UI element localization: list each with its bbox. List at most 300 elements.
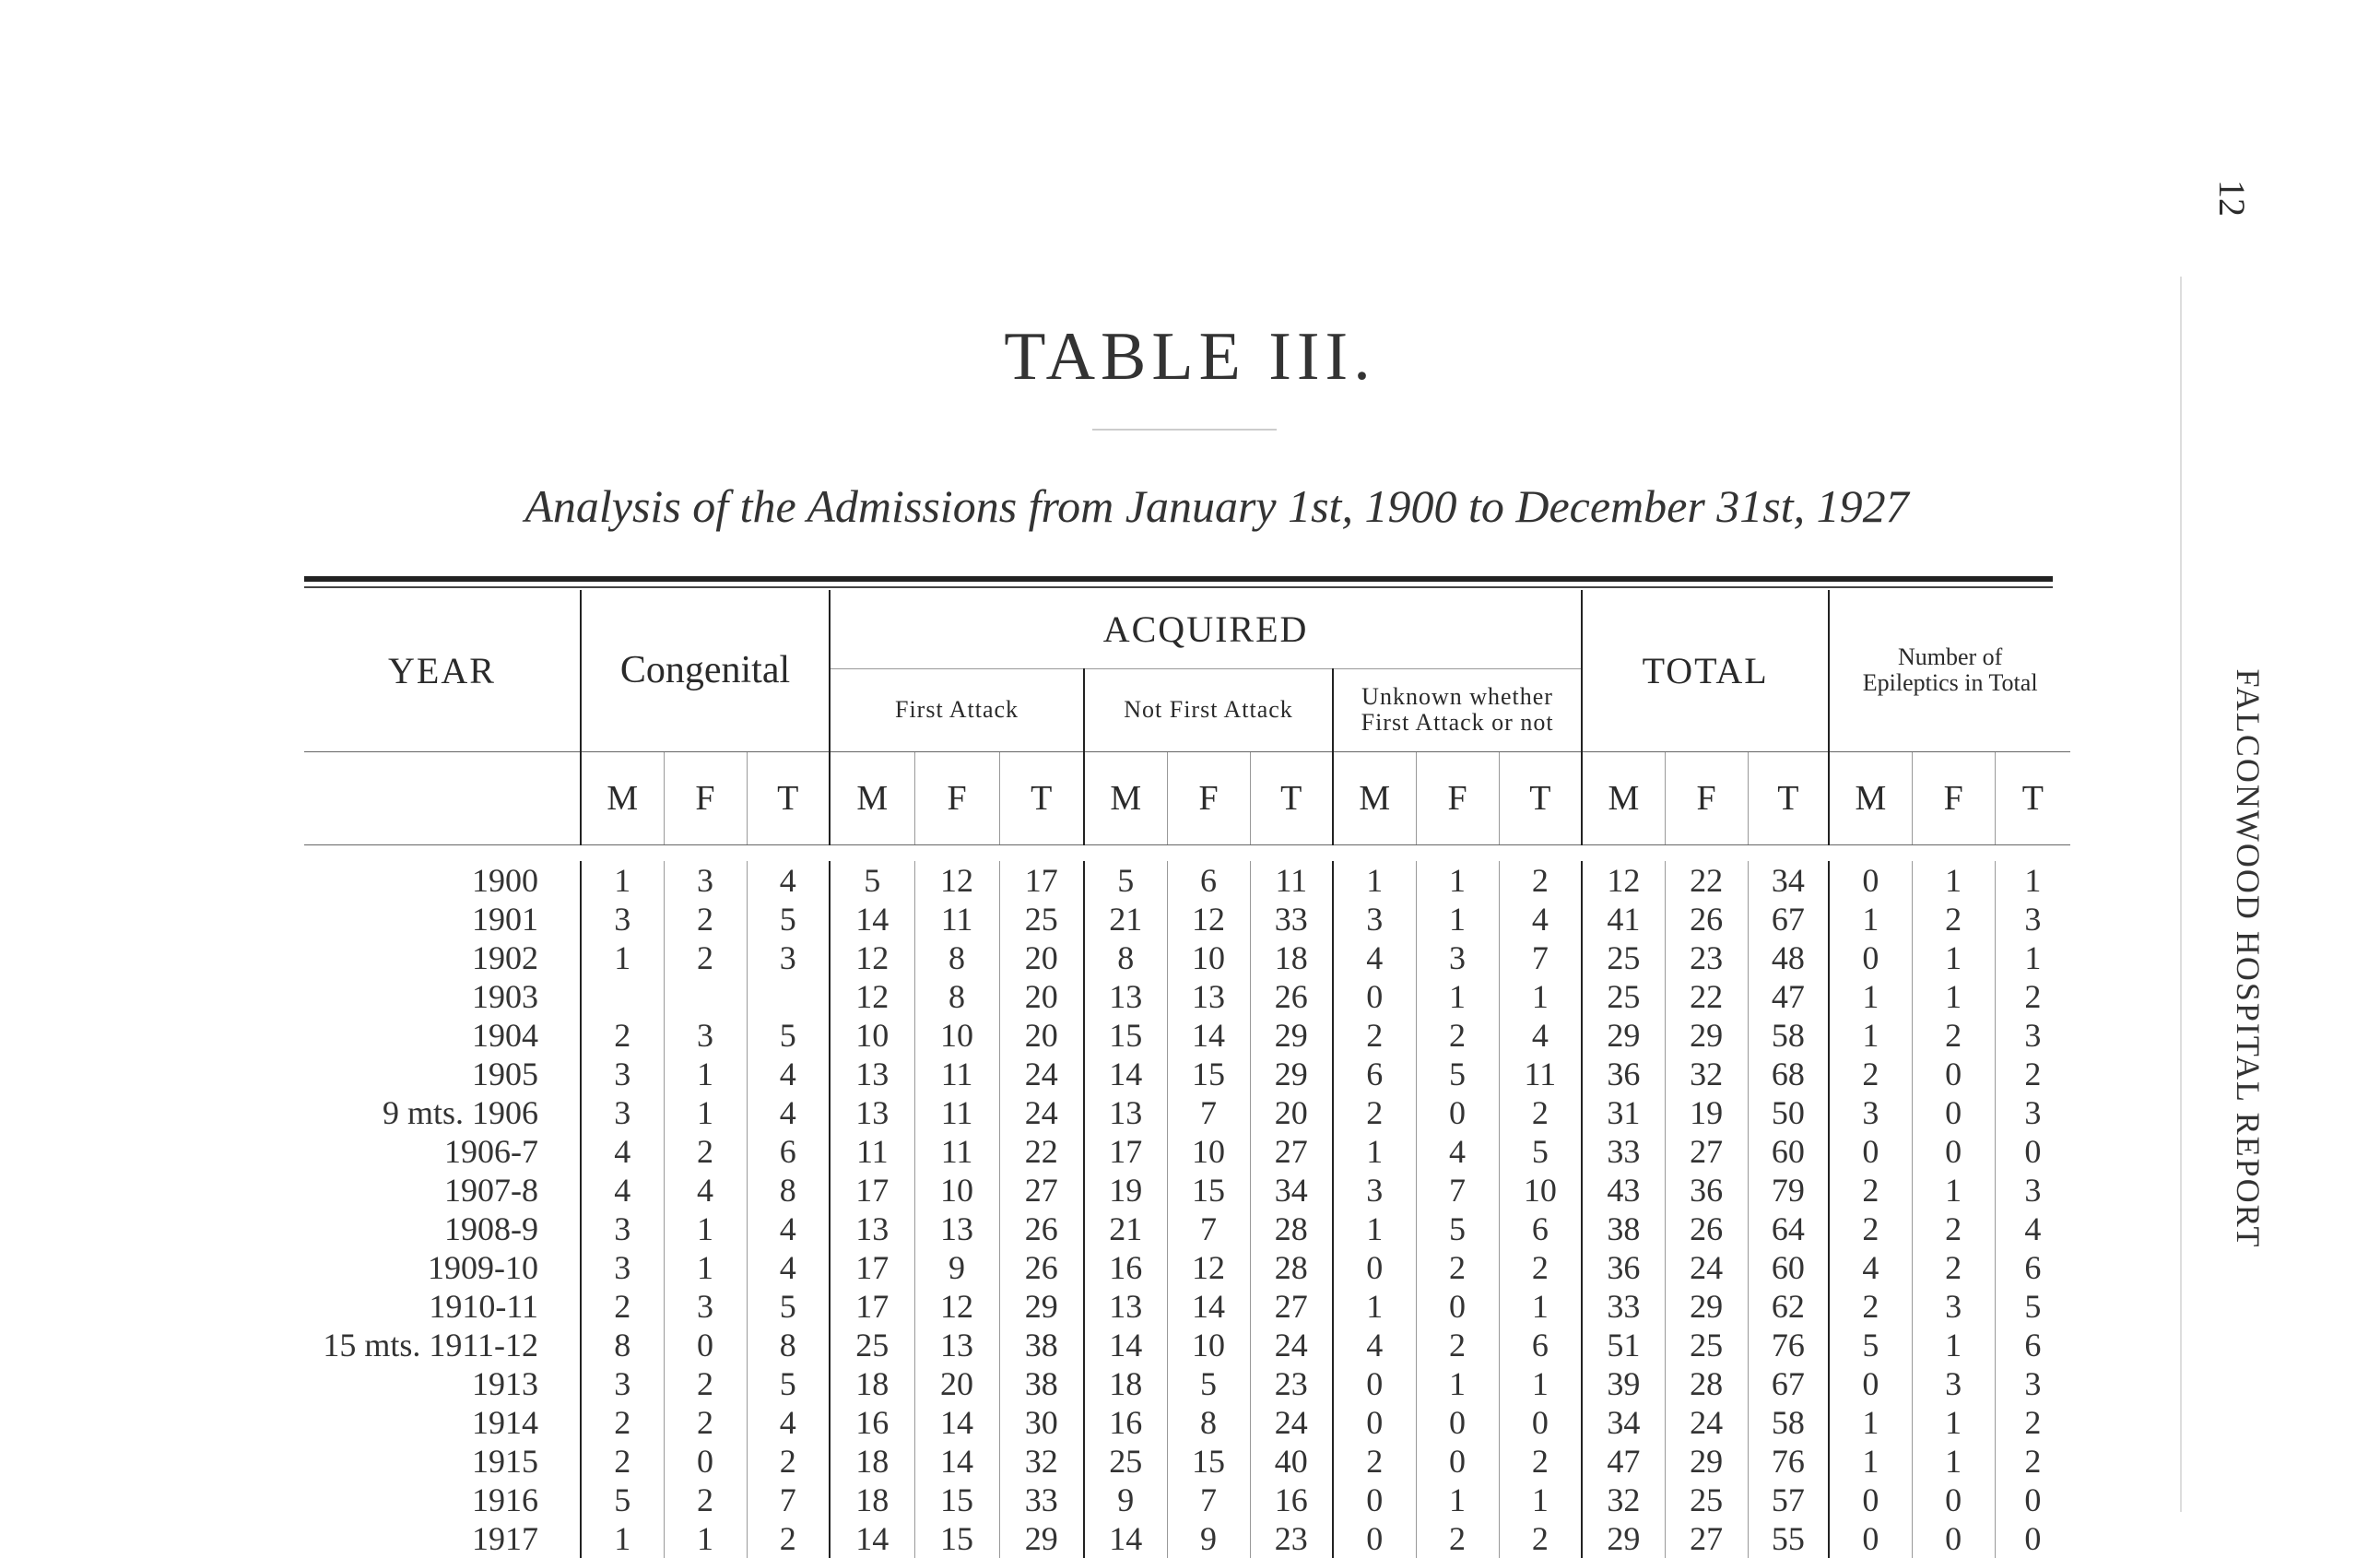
value-cell: 23	[1250, 1519, 1333, 1558]
value-cell: 11	[914, 1132, 999, 1171]
value-cell: 2	[581, 1287, 664, 1326]
value-cell: 21	[1084, 1210, 1167, 1248]
value-cell: 17	[999, 861, 1084, 900]
year-label: 1908-9	[444, 1210, 538, 1247]
value-cell: 24	[999, 1093, 1084, 1132]
value-cell: 2	[664, 900, 747, 938]
value-cell: 0	[1912, 1519, 1995, 1558]
value-cell: 20	[914, 1364, 999, 1403]
year-label: 1906	[472, 1094, 538, 1131]
value-cell: 5	[1416, 1210, 1499, 1248]
value-cell	[664, 977, 747, 1016]
value-cell: 21	[1084, 900, 1167, 938]
value-cell: 0	[1333, 1364, 1416, 1403]
value-cell: 32	[999, 1442, 1084, 1481]
value-cell: 7	[1167, 1210, 1250, 1248]
value-cell: 27	[1250, 1287, 1333, 1326]
table-row	[304, 1481, 2070, 1519]
year-cell	[304, 1364, 581, 1403]
header-unknown-line1: Unknown whether	[1361, 683, 1553, 710]
value-cell: 4	[747, 1055, 830, 1093]
value-cell: 5	[1499, 1132, 1582, 1171]
value-cell: 15	[1084, 1016, 1167, 1055]
value-cell: 40	[1250, 1442, 1333, 1481]
year-label: 1911-12	[429, 1327, 538, 1363]
value-cell: 1	[664, 1248, 747, 1287]
value-cell: 9	[1167, 1519, 1250, 1558]
value-cell: 1	[1499, 1287, 1582, 1326]
value-cell: 18	[1084, 1364, 1167, 1403]
value-cell: 2	[1333, 1016, 1416, 1055]
admissions-table	[304, 590, 2070, 1558]
value-cell: 14	[914, 1442, 999, 1481]
header-f: F	[1416, 751, 1499, 844]
value-cell: 2	[1995, 1442, 2070, 1481]
header-m: M	[1582, 751, 1665, 844]
year-label: 1915	[472, 1443, 538, 1480]
year-cell	[304, 977, 581, 1016]
value-cell: 10	[914, 1171, 999, 1210]
value-cell: 18	[1250, 938, 1333, 977]
value-cell: 24	[1250, 1403, 1333, 1442]
value-cell: 26	[1250, 977, 1333, 1016]
value-cell: 23	[1250, 1364, 1333, 1403]
year-cell	[304, 1093, 581, 1132]
value-cell: 4	[1416, 1132, 1499, 1171]
value-cell: 3	[1995, 1364, 2070, 1403]
header-m: M	[830, 751, 914, 844]
value-cell	[747, 977, 830, 1016]
value-cell: 28	[1665, 1364, 1748, 1403]
value-cell: 4	[1333, 938, 1416, 977]
value-cell: 32	[1665, 1055, 1748, 1093]
header-m: M	[1333, 751, 1416, 844]
value-cell: 2	[1333, 1093, 1416, 1132]
value-cell: 43	[1582, 1171, 1665, 1210]
value-cell: 13	[830, 1210, 914, 1248]
value-cell: 2	[664, 1132, 747, 1171]
value-cell: 1	[1912, 1326, 1995, 1364]
table-title: TABLE III.	[1004, 319, 1376, 395]
header-epileptics-line2: Epileptics in Total	[1862, 669, 2038, 697]
page-number: 12	[2211, 180, 2253, 217]
value-cell: 14	[830, 900, 914, 938]
year-label: 1914	[472, 1404, 538, 1441]
header-m: M	[1829, 751, 1912, 844]
value-cell: 29	[1665, 1016, 1748, 1055]
header-m: M	[581, 751, 664, 844]
value-cell: 3	[581, 900, 664, 938]
value-cell: 0	[1499, 1403, 1582, 1442]
value-cell: 38	[999, 1364, 1084, 1403]
value-cell: 20	[999, 938, 1084, 977]
table-body	[304, 861, 2070, 1558]
value-cell: 5	[1416, 1055, 1499, 1093]
header-epileptics-line1: Number of	[1897, 643, 2003, 671]
value-cell: 29	[999, 1519, 1084, 1558]
value-cell: 9	[914, 1248, 999, 1287]
value-cell: 1	[1499, 1481, 1582, 1519]
value-cell: 6	[747, 1132, 830, 1171]
year-cell	[304, 1248, 581, 1287]
value-cell: 0	[1416, 1442, 1499, 1481]
value-cell: 2	[581, 1442, 664, 1481]
value-cell: 25	[1582, 977, 1665, 1016]
value-cell: 2	[664, 1481, 747, 1519]
value-cell: 36	[1582, 1248, 1665, 1287]
value-cell: 2	[1416, 1248, 1499, 1287]
value-cell: 25	[1665, 1481, 1748, 1519]
year-label: 1907-8	[444, 1172, 538, 1209]
value-cell: 29	[1250, 1055, 1333, 1093]
value-cell: 4	[747, 1093, 830, 1132]
value-cell: 0	[1829, 1132, 1912, 1171]
value-cell: 1	[1829, 1442, 1912, 1481]
year-prefix: 15 mts.	[323, 1327, 421, 1363]
value-cell: 4	[1995, 1210, 2070, 1248]
year-label: 1901	[472, 901, 538, 938]
value-cell: 2	[747, 1519, 830, 1558]
value-cell: 34	[1250, 1171, 1333, 1210]
value-cell: 29	[1582, 1016, 1665, 1055]
header-t: T	[1499, 751, 1582, 844]
value-cell: 1	[1912, 861, 1995, 900]
value-cell: 27	[1665, 1132, 1748, 1171]
value-cell: 0	[1995, 1132, 2070, 1171]
value-cell: 13	[914, 1326, 999, 1364]
value-cell: 0	[1829, 938, 1912, 977]
header-f: F	[914, 751, 999, 844]
value-cell: 3	[1912, 1287, 1995, 1326]
value-cell: 1	[1829, 900, 1912, 938]
value-cell: 62	[1748, 1287, 1829, 1326]
value-cell: 14	[1084, 1326, 1167, 1364]
value-cell: 6	[1167, 861, 1250, 900]
value-cell: 36	[1582, 1055, 1665, 1093]
value-cell: 5	[1995, 1287, 2070, 1326]
value-cell: 10	[830, 1016, 914, 1055]
value-cell: 15	[1167, 1171, 1250, 1210]
year-label: 1910-11	[429, 1288, 538, 1325]
header-total: TOTAL	[1582, 590, 1829, 751]
value-cell: 2	[1995, 977, 2070, 1016]
value-cell: 3	[1333, 1171, 1416, 1210]
value-cell: 4	[747, 1248, 830, 1287]
value-cell: 2	[1333, 1442, 1416, 1481]
value-cell: 14	[1167, 1287, 1250, 1326]
value-cell: 22	[1665, 977, 1748, 1016]
value-cell: 2	[581, 1403, 664, 1442]
value-cell: 33	[1582, 1132, 1665, 1171]
value-cell: 14	[1084, 1055, 1167, 1093]
header-spacer	[304, 844, 2070, 861]
value-cell: 1	[1416, 977, 1499, 1016]
header-epileptics	[1829, 590, 2070, 751]
value-cell: 47	[1582, 1442, 1665, 1481]
value-cell: 6	[1499, 1210, 1582, 1248]
value-cell: 0	[1912, 1093, 1995, 1132]
value-cell: 3	[581, 1364, 664, 1403]
value-cell: 0	[1995, 1481, 2070, 1519]
value-cell: 1	[1333, 861, 1416, 900]
value-cell: 1	[1416, 861, 1499, 900]
value-cell: 12	[1582, 861, 1665, 900]
value-cell: 1	[1995, 861, 2070, 900]
value-cell: 14	[1084, 1519, 1167, 1558]
value-cell: 8	[914, 938, 999, 977]
header-acquired: ACQUIRED	[830, 590, 1582, 668]
value-cell: 11	[914, 1093, 999, 1132]
value-cell: 18	[830, 1442, 914, 1481]
value-cell: 2	[1416, 1519, 1499, 1558]
table-row	[304, 861, 2070, 900]
value-cell: 4	[581, 1132, 664, 1171]
value-cell: 4	[1333, 1326, 1416, 1364]
value-cell: 1	[1333, 1132, 1416, 1171]
value-cell: 58	[1748, 1016, 1829, 1055]
year-cell	[304, 1055, 581, 1093]
header-m: M	[1084, 751, 1167, 844]
value-cell: 76	[1748, 1442, 1829, 1481]
table-row	[304, 1093, 2070, 1132]
value-cell: 47	[1748, 977, 1829, 1016]
value-cell: 29	[1582, 1519, 1665, 1558]
year-label: 1900	[472, 862, 538, 899]
value-cell: 12	[914, 861, 999, 900]
year-cell	[304, 861, 581, 900]
value-cell: 11	[914, 900, 999, 938]
value-cell: 24	[1665, 1403, 1748, 1442]
value-cell: 17	[830, 1248, 914, 1287]
value-cell: 3	[1829, 1093, 1912, 1132]
value-cell: 0	[664, 1442, 747, 1481]
year-cell	[304, 1171, 581, 1210]
value-cell: 4	[581, 1171, 664, 1210]
value-cell: 8	[581, 1326, 664, 1364]
year-label: 1909-10	[428, 1249, 538, 1286]
value-cell: 3	[1995, 1171, 2070, 1210]
value-cell: 24	[1665, 1248, 1748, 1287]
value-cell: 1	[1333, 1210, 1416, 1248]
value-cell: 39	[1582, 1364, 1665, 1403]
header-unknown-line2: First Attack or not	[1361, 709, 1554, 736]
value-cell: 26	[1665, 1210, 1748, 1248]
value-cell: 31	[1582, 1093, 1665, 1132]
value-cell: 1	[664, 1093, 747, 1132]
value-cell: 2	[1829, 1287, 1912, 1326]
value-cell: 27	[1665, 1519, 1748, 1558]
table-row	[304, 1519, 2070, 1558]
table-row	[304, 1132, 2070, 1171]
value-cell: 28	[1250, 1248, 1333, 1287]
value-cell: 36	[1665, 1171, 1748, 1210]
value-cell: 67	[1748, 1364, 1829, 1403]
value-cell: 1	[664, 1210, 747, 1248]
value-cell: 0	[1829, 1519, 1912, 1558]
value-cell: 3	[1995, 1093, 2070, 1132]
value-cell: 55	[1748, 1519, 1829, 1558]
value-cell: 33	[1250, 900, 1333, 938]
value-cell: 10	[1167, 1132, 1250, 1171]
value-cell: 8	[747, 1171, 830, 1210]
value-cell: 38	[1582, 1210, 1665, 1248]
value-cell: 4	[1499, 1016, 1582, 1055]
year-cell	[304, 1326, 581, 1364]
mft-header-row	[304, 751, 2070, 844]
value-cell: 6	[1995, 1326, 2070, 1364]
value-cell: 5	[747, 900, 830, 938]
table-row	[304, 1171, 2070, 1210]
table-row	[304, 1442, 2070, 1481]
value-cell: 15	[1167, 1055, 1250, 1093]
value-cell: 0	[1333, 977, 1416, 1016]
table-top-rule	[304, 576, 2053, 582]
header-first-attack: First Attack	[830, 668, 1084, 751]
value-cell: 5	[830, 861, 914, 900]
value-cell: 30	[999, 1403, 1084, 1442]
table-top-rule-thin	[304, 586, 2053, 588]
value-cell: 2	[1499, 1093, 1582, 1132]
table-row	[304, 938, 2070, 977]
value-cell: 26	[999, 1210, 1084, 1248]
value-cell: 2	[1829, 1171, 1912, 1210]
value-cell: 7	[1499, 938, 1582, 977]
value-cell: 2	[1416, 1326, 1499, 1364]
value-cell: 2	[1829, 1055, 1912, 1093]
value-cell: 13	[914, 1210, 999, 1248]
value-cell: 17	[830, 1287, 914, 1326]
value-cell: 7	[1416, 1171, 1499, 1210]
value-cell: 3	[581, 1055, 664, 1093]
table-row	[304, 1210, 2070, 1248]
value-cell: 2	[664, 1364, 747, 1403]
value-cell: 8	[914, 977, 999, 1016]
value-cell: 10	[1167, 1326, 1250, 1364]
table-row	[304, 1287, 2070, 1326]
value-cell: 2	[664, 938, 747, 977]
value-cell: 41	[1582, 900, 1665, 938]
value-cell: 7	[747, 1481, 830, 1519]
value-cell: 4	[1499, 900, 1582, 938]
value-cell: 60	[1748, 1248, 1829, 1287]
value-cell: 1	[1499, 1364, 1582, 1403]
header-t: T	[1995, 751, 2070, 844]
value-cell: 0	[1912, 1132, 1995, 1171]
value-cell: 25	[1582, 938, 1665, 977]
value-cell: 76	[1748, 1326, 1829, 1364]
value-cell: 1	[1912, 938, 1995, 977]
value-cell: 0	[1333, 1519, 1416, 1558]
value-cell: 33	[1582, 1287, 1665, 1326]
value-cell: 26	[999, 1248, 1084, 1287]
value-cell: 0	[1333, 1403, 1416, 1442]
year-label: 1902	[472, 939, 538, 976]
value-cell: 16	[1250, 1481, 1333, 1519]
value-cell: 0	[664, 1326, 747, 1364]
header-congenital: Congenital	[581, 590, 830, 751]
value-cell: 5	[581, 1481, 664, 1519]
value-cell: 12	[830, 977, 914, 1016]
year-cell	[304, 1016, 581, 1055]
value-cell: 4	[747, 861, 830, 900]
value-cell: 9	[1084, 1481, 1167, 1519]
value-cell: 4	[1829, 1248, 1912, 1287]
value-cell: 0	[1829, 1364, 1912, 1403]
header-unknown	[1333, 668, 1582, 751]
value-cell: 1	[1829, 1016, 1912, 1055]
value-cell: 3	[747, 938, 830, 977]
value-cell: 13	[1084, 1287, 1167, 1326]
value-cell: 38	[999, 1326, 1084, 1364]
value-cell: 20	[1250, 1093, 1333, 1132]
value-cell: 13	[830, 1055, 914, 1093]
value-cell: 12	[914, 1287, 999, 1326]
year-cell	[304, 1287, 581, 1326]
value-cell: 3	[1416, 938, 1499, 977]
value-cell: 2	[581, 1016, 664, 1055]
value-cell: 1	[1912, 977, 1995, 1016]
table-row	[304, 1326, 2070, 1364]
running-head: FALCONWOOD HOSPITAL REPORT	[2230, 668, 2267, 1249]
value-cell: 5	[747, 1364, 830, 1403]
value-cell: 4	[747, 1403, 830, 1442]
header-f: F	[1912, 751, 1995, 844]
value-cell: 25	[1084, 1442, 1167, 1481]
value-cell: 22	[999, 1132, 1084, 1171]
value-cell: 20	[999, 1016, 1084, 1055]
value-cell: 15	[914, 1481, 999, 1519]
value-cell: 1	[1829, 1403, 1912, 1442]
value-cell: 48	[1748, 938, 1829, 977]
value-cell: 17	[1084, 1132, 1167, 1171]
value-cell: 12	[1167, 900, 1250, 938]
value-cell: 3	[1333, 900, 1416, 938]
value-cell: 3	[581, 1093, 664, 1132]
value-cell: 13	[830, 1093, 914, 1132]
year-label: 1904	[472, 1017, 538, 1054]
year-label: 1906-7	[444, 1133, 538, 1170]
value-cell: 68	[1748, 1055, 1829, 1093]
value-cell: 19	[1084, 1171, 1167, 1210]
value-cell: 4	[747, 1210, 830, 1248]
value-cell: 5	[1167, 1364, 1250, 1403]
value-cell: 2	[1499, 861, 1582, 900]
value-cell: 4	[664, 1171, 747, 1210]
value-cell: 3	[664, 861, 747, 900]
value-cell: 0	[1333, 1248, 1416, 1287]
value-cell: 2	[1912, 1016, 1995, 1055]
header-year: YEAR	[388, 649, 496, 691]
value-cell: 2	[1829, 1210, 1912, 1248]
value-cell: 2	[1499, 1519, 1582, 1558]
value-cell: 2	[747, 1442, 830, 1481]
value-cell: 2	[1912, 900, 1995, 938]
value-cell: 14	[914, 1403, 999, 1442]
value-cell: 29	[1250, 1016, 1333, 1055]
value-cell: 8	[1167, 1403, 1250, 1442]
header-f: F	[1665, 751, 1748, 844]
value-cell: 14	[1167, 1016, 1250, 1055]
value-cell: 5	[1829, 1326, 1912, 1364]
value-cell: 2	[1499, 1248, 1582, 1287]
table-subtitle: Analysis of the Admissions from January 1st, 1900 to December 31st, 1927	[524, 480, 1909, 532]
value-cell: 34	[1748, 861, 1829, 900]
year-cell	[304, 900, 581, 938]
value-cell: 11	[914, 1055, 999, 1093]
year-cell	[304, 1403, 581, 1442]
value-cell: 12	[830, 938, 914, 977]
value-cell: 7	[1167, 1093, 1250, 1132]
